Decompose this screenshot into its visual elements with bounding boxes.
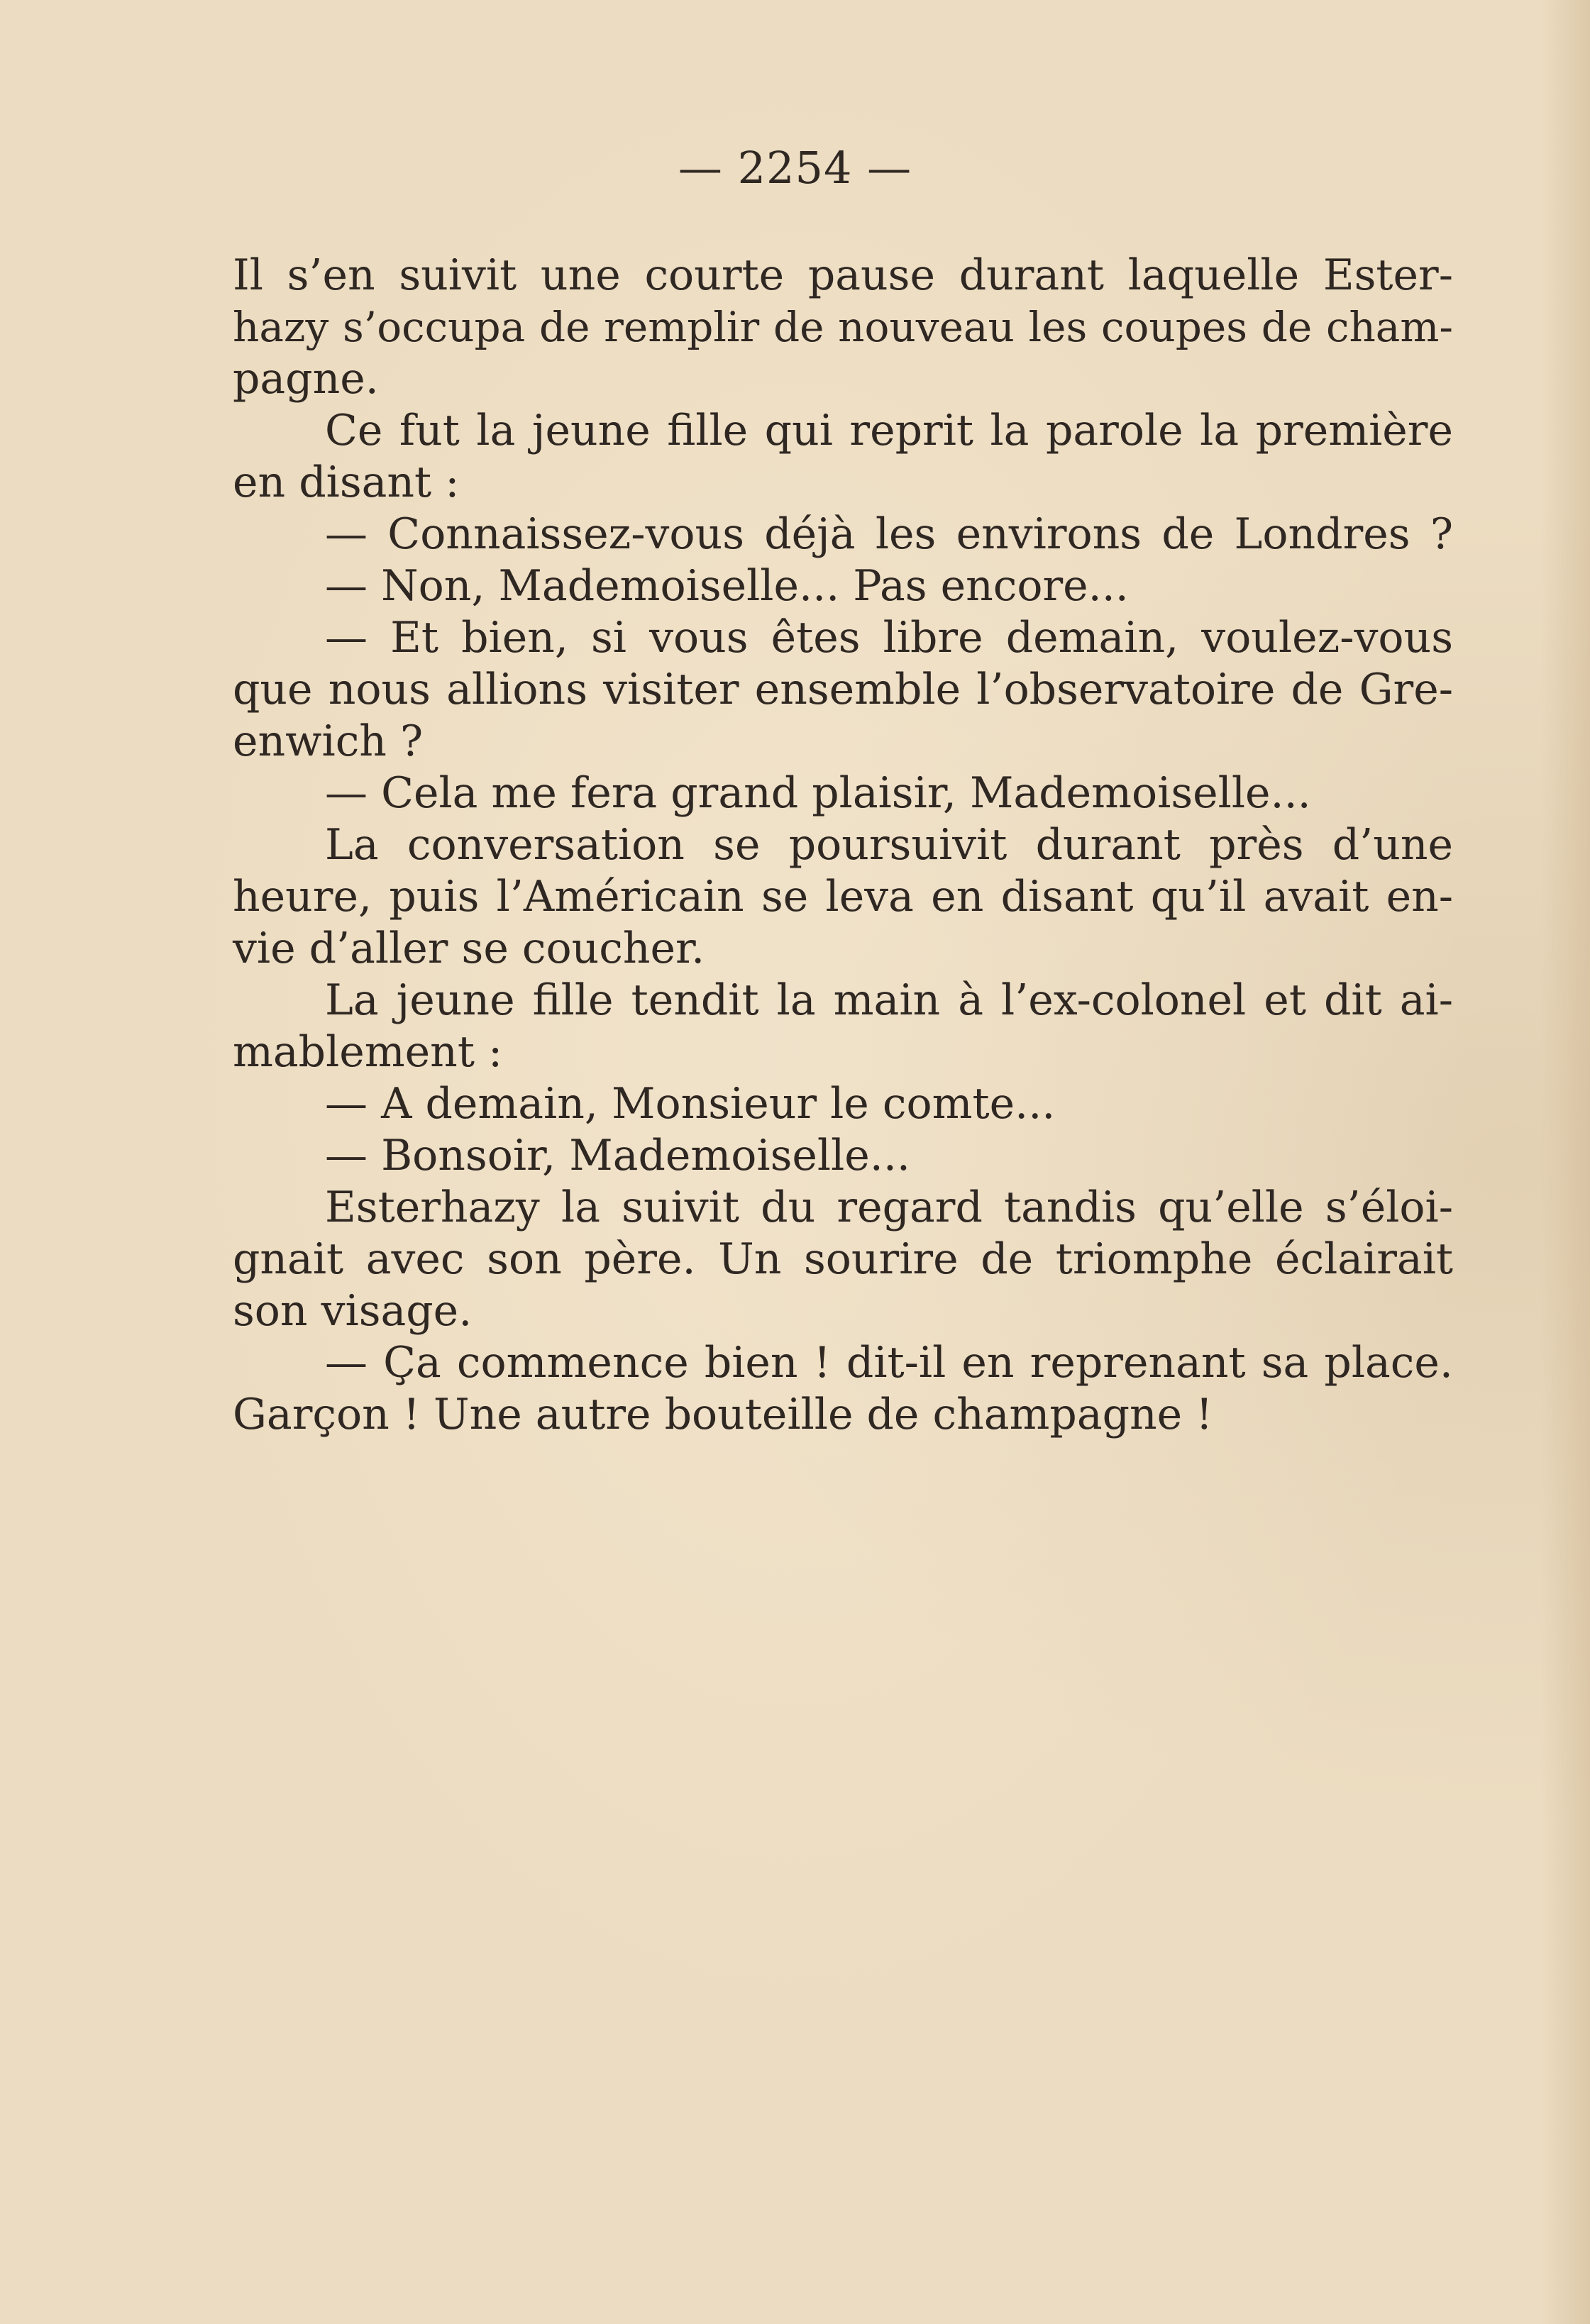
text-line: Esterhazy la suivit du regard tandis qu’elle s’éloi- <box>325 1183 1453 1232</box>
text-line: gnait avec son père. Un sourire de triomphe éclairait <box>233 1234 1453 1284</box>
text-line: Garçon ! Une autre bouteille de champagne ! <box>233 1390 1213 1439</box>
text-line: en disant : <box>233 458 460 507</box>
text-line: heure, puis l’Américain se leva en disant qu’il avait en- <box>233 872 1453 922</box>
text-line: que nous allions visiter ensemble l’observatoire de Gre- <box>233 665 1453 714</box>
text-line: mablement : <box>233 1027 503 1077</box>
text-line: — Ça commence bien ! dit-il en reprenant sa place. <box>325 1338 1453 1388</box>
page-edge-shadow <box>1540 0 1590 2324</box>
text-line: Il s’en suivit une courte pause durant laquelle Ester- <box>233 250 1453 300</box>
text-line: — Connaissez-vous déjà les environs de Londres ? <box>325 509 1453 559</box>
text-line: — A demain, Monsieur le comte... <box>325 1079 1056 1129</box>
text-line: — Cela me fera grand plaisir, Mademoiselle... <box>325 768 1311 818</box>
text-line: pagne. <box>233 354 379 404</box>
page-number: — 2254 — <box>678 142 912 194</box>
text-line: La conversation se poursuivit durant près d’une <box>325 820 1453 870</box>
text-line: — Et bien, si vous êtes libre demain, voulez-vous <box>325 613 1453 663</box>
text-line: La jeune fille tendit la main à l’ex-colonel et dit ai- <box>325 975 1453 1025</box>
text-line: hazy s’occupa de remplir de nouveau les coupes de cham- <box>233 303 1453 351</box>
text-line: Ce fut la jeune fille qui reprit la parole la première <box>325 406 1453 455</box>
body-text <box>233 250 1453 1441</box>
text-line: enwich ? <box>233 716 424 766</box>
text-line: — Non, Mademoiselle... Pas encore... <box>325 561 1129 611</box>
text-line: vie d’aller se coucher. <box>233 924 705 973</box>
text-line: son visage. <box>233 1286 473 1336</box>
text-line: — Bonsoir, Mademoiselle... <box>325 1131 910 1180</box>
